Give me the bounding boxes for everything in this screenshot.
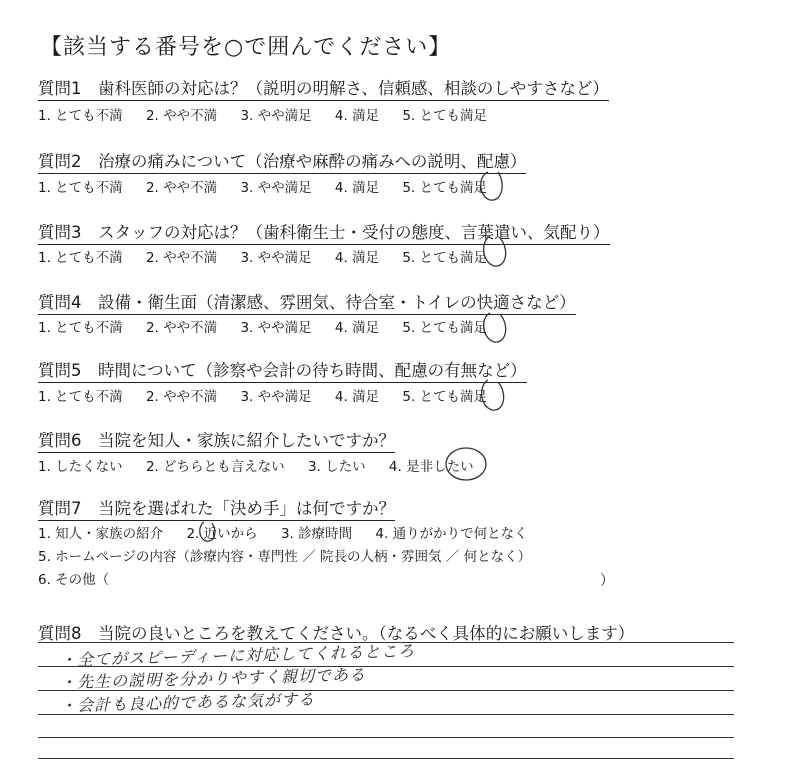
q1-option-3[interactable]: 3. やや満足	[240, 108, 312, 124]
question-5-options	[38, 385, 487, 405]
q7-option-2[interactable]: 2. 近いから	[186, 526, 258, 542]
q7-option-6[interactable]: 6. その他（	[38, 572, 110, 588]
question-6-options	[38, 455, 474, 475]
q2-option-4[interactable]: 4. 満足	[334, 180, 380, 196]
q1-option-2[interactable]: 2. やや不満	[145, 108, 218, 124]
answer-line-5	[38, 737, 734, 738]
question-1-options	[38, 104, 487, 124]
q3-option-4[interactable]: 4. 満足	[334, 250, 380, 266]
q3-option-1[interactable]: 1. とても不満	[38, 250, 123, 266]
question-4-title: 質問4 設備・衛生面（清潔感、雰囲気、待合室・トイレの快適さなど）	[38, 289, 576, 315]
q6-option-4[interactable]: 4. 是非したい	[388, 459, 474, 475]
q3-option-5[interactable]: 5. とても満足	[402, 250, 488, 266]
q6-option-3[interactable]: 3. したい	[307, 459, 366, 475]
question-4-options	[38, 316, 487, 336]
q2-option-3[interactable]: 3. やや満足	[240, 180, 312, 196]
question-6-title: 質問6 当院を知人・家族に紹介したいですか？	[38, 427, 395, 453]
question-7-title: 質問7 当院を選ばれた「決め手」は何ですか？	[38, 495, 395, 521]
question-8-title: 質問8 当院の良いところを教えてください。（なるべく具体的にお願いします）	[38, 624, 635, 643]
q1-option-5[interactable]: 5. とても満足	[402, 108, 488, 124]
question-5-title: 質問5 時間について（診察や会計の待ち時間、配慮の有無など）	[38, 357, 527, 383]
q2-option-1[interactable]: 1. とても不満	[38, 180, 123, 196]
q5-option-2[interactable]: 2. やや不満	[145, 389, 218, 405]
q4-option-3[interactable]: 3. やや満足	[240, 320, 312, 336]
q5-option-1[interactable]: 1. とても不満	[38, 389, 123, 405]
question-2-title: 質問2 治療の痛みについて（治療や麻酔の痛みへの説明、配慮）	[38, 148, 526, 174]
q7-other-close-paren: ）	[600, 573, 614, 589]
q3-option-2[interactable]: 2. やや不満	[145, 250, 218, 266]
q7-option-1[interactable]: 1. 知人・家族の紹介	[38, 526, 164, 542]
q7-option-3[interactable]: 3. 診療時間	[280, 526, 353, 542]
answer-line-6	[38, 758, 734, 759]
q1-option-1[interactable]: 1. とても不満	[38, 108, 123, 124]
q1-option-4[interactable]: 4. 満足	[334, 108, 380, 124]
q2-option-2[interactable]: 2. やや不満	[145, 180, 218, 196]
q6-option-1[interactable]: 1. したくない	[38, 459, 123, 475]
q4-option-2[interactable]: 2. やや不満	[145, 320, 218, 336]
q5-option-3[interactable]: 3. やや満足	[240, 389, 312, 405]
q7-option-5[interactable]: 5. ホームページの内容（診療内容・専門性 ／ 院長の人柄・雰囲気 ／ 何となく）	[38, 549, 532, 565]
handwritten-answer-1: ・全てがスピーディーに対応してくれるところ	[59, 641, 416, 670]
q4-option-1[interactable]: 1. とても不満	[38, 320, 123, 336]
q3-option-3[interactable]: 3. やや満足	[240, 250, 312, 266]
question-3-title: 質問3 スタッフの対応は？（歯科衛生士・受付の態度、言葉遣い、気配り）	[38, 219, 610, 245]
instruction-header: 【該当する番号を○で囲んでください】	[40, 35, 452, 60]
q2-option-5[interactable]: 5. とても満足	[402, 180, 488, 196]
question-3-options	[38, 246, 487, 266]
q4-option-4[interactable]: 4. 満足	[334, 320, 380, 336]
handwritten-answer-3: ・会計も良心的であるな気がする	[59, 689, 316, 716]
q4-option-5[interactable]: 5. とても満足	[402, 320, 488, 336]
q6-option-2[interactable]: 2. どちらとも言えない	[145, 459, 285, 475]
q5-option-4[interactable]: 4. 満足	[334, 389, 380, 405]
q5-option-5[interactable]: 5. とても満足	[402, 389, 488, 405]
question-7-options-row1	[38, 522, 528, 542]
handwritten-answer-2: ・先生の説明を分かりやすく親切である	[59, 664, 367, 693]
question-2-options	[38, 176, 487, 196]
question-1-title: 質問1 歯科医師の対応は？（説明の明解さ、信頼感、相談のしやすさなど）	[38, 75, 609, 101]
q7-option-4[interactable]: 4. 通りがかりで何となく	[375, 526, 528, 542]
